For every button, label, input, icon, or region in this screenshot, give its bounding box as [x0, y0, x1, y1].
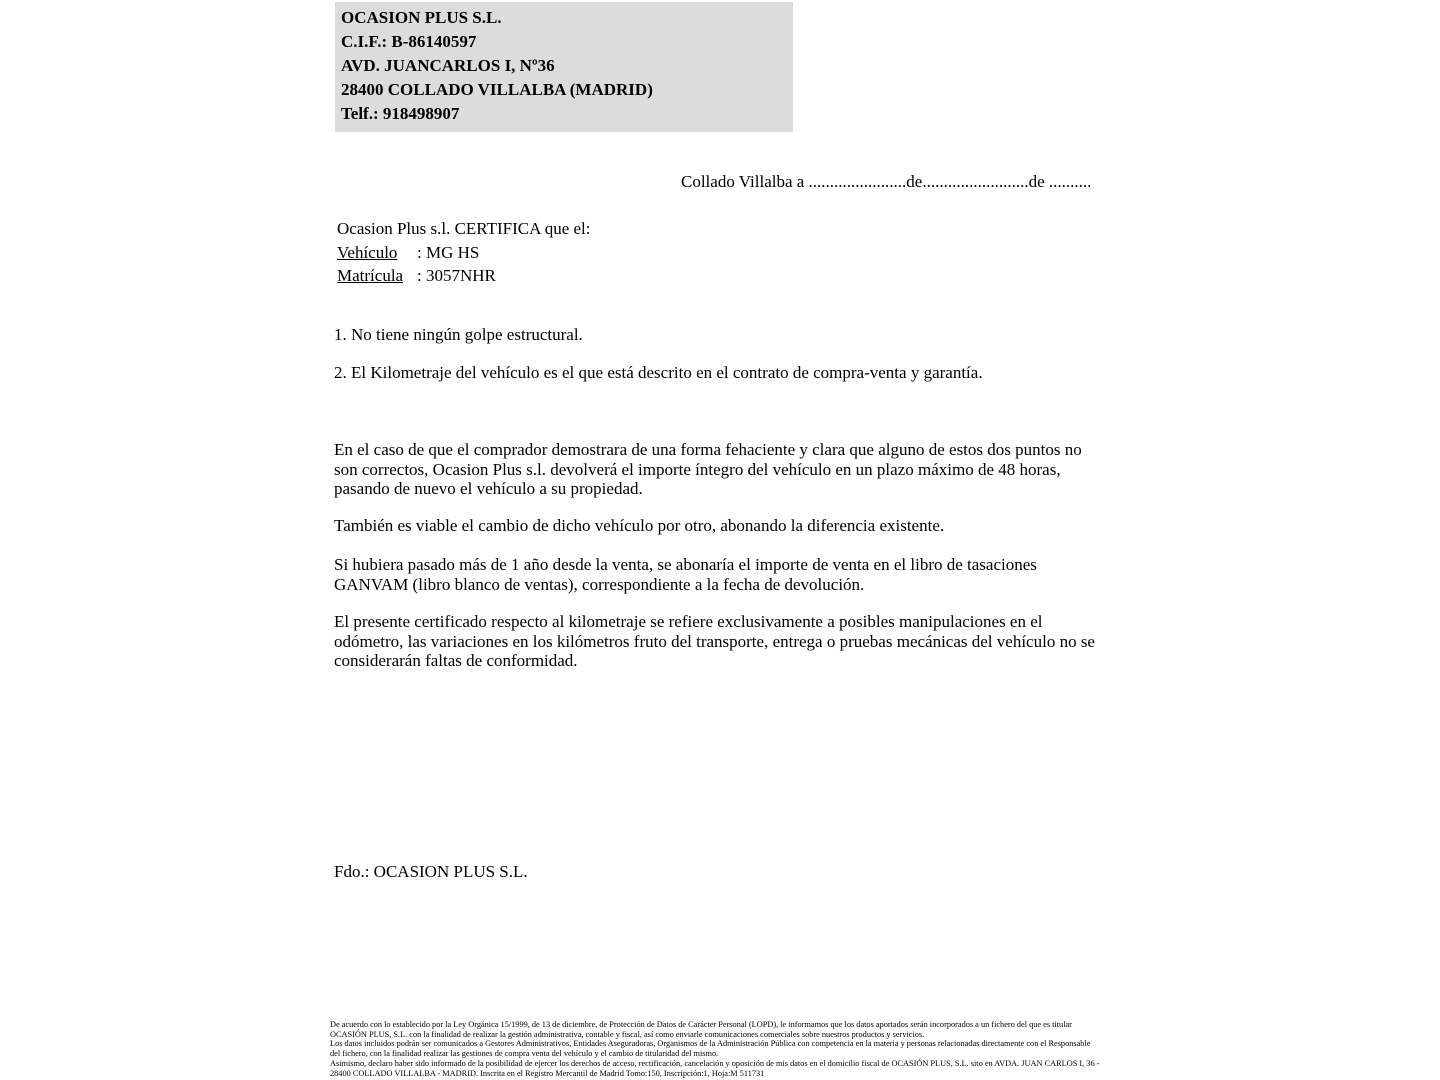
point-1: 1. No tiene ningún golpe estructural. — [334, 325, 583, 344]
certifies-intro: Ocasion Plus s.l. CERTIFICA que el: — [337, 219, 591, 238]
point-2: 2. El Kilometraje del vehículo es el que está descrito en el contrato de compra-venta y garantía. — [334, 363, 983, 382]
company-name: OCASION PLUS S.L. — [341, 8, 502, 27]
vehicle-label-cell — [337, 241, 417, 265]
legal-fine-print — [330, 1020, 1102, 1078]
paragraph-ganvam-valuation: Si hubiera pasado más de 1 año desde la venta, se abonaría el importe de venta en el libro de tasaciones GANVAM (libro blanco de ventas), correspondiente a la fecha de devolución. — [334, 555, 1037, 594]
signature-line: Fdo.: OCASION PLUS S.L. — [334, 862, 528, 881]
paragraph-exchange-option: También es viable el cambio de dicho vehículo por otro, abonando la diferencia existente. — [334, 516, 945, 535]
legal-paragraph-lopd: De acuerdo con lo establecido por la Ley Orgánica 15/1999, de 13 de diciembre, de Protección de Datos de Carácter Personal (LOPD), le informamos que los datos aportados serán incorporados a un fichero del que es titular OCASIÓN PLUS, S.L. con la finalidad de realizar la gestión administrativa, contable y fiscal, así como enviarle comunicaciones comerciales sobre nuestros productos y servicios. — [330, 1020, 1072, 1039]
plate-value: : 3057NHR — [417, 266, 496, 285]
certification-block — [337, 217, 591, 288]
paragraph-odometer-disclaimer: El presente certificado respecto al kilometraje se refiere exclusivamente a posibles manipulaciones en el odómetro, las variaciones en los kilómetros fruto del transporte, entrega o pruebas mecánicas del vehículo no se considerarán faltas de conformidad. — [334, 612, 1095, 671]
vehicle-row — [337, 241, 591, 265]
plate-label: Matrícula — [337, 266, 404, 285]
company-address: AVD. JUANCARLOS I, Nº36 — [341, 56, 555, 75]
plate-row — [337, 264, 591, 288]
paragraph-refund-terms: En el caso de que el comprador demostrara de una forma fehaciente y clara que alguno de estos dos puntos no son correctos, Ocasion Plus s.l. devolverá el importe íntegro del vehículo en un plazo máximo de 48 horas, pasando de nuevo el vehículo a su propiedad. — [334, 440, 1082, 499]
company-cif: C.I.F.: B-86140597 — [341, 32, 477, 51]
company-city: 28400 COLLADO VILLALBA (MADRID) — [341, 80, 653, 99]
plate-label-cell — [337, 264, 417, 288]
legal-paragraph-data-sharing: Los datos incluidos podrán ser comunicados a Gestores Administrativos, Entidades Aseguradoras, Organismos de la Administración Pública con competencia en la materia y personas relacionadas directamente con el Responsable del fichero, con la finalidad realizar las gestiones de compra venta del vehículo y el cambio de titularidad del mismo. — [330, 1039, 1091, 1059]
vehicle-value: : MG HS — [417, 242, 480, 262]
vehicle-label: Vehículo — [337, 242, 398, 262]
company-phone: Telf.: 918498907 — [341, 104, 460, 123]
date-fill-in-line: Collado Villalba a .......................de.........................de .......... — [681, 172, 1092, 191]
company-header-block — [335, 2, 793, 132]
legal-paragraph-rights-registry: Asimismo, declaro haber sido informado de la posibilidad de ejercer los derechos de acceso, rectificación, cancelación y oposición de mis datos en el domicilio fiscal de OCASIÓN PLUS, S.L. sito en AVDA. JUAN CARLOS I, 36 - 28400 COLLADO VILLALBA - MADRID. Inscrita en el Registro Mercantil de Madrid Tomo:150, Inscripción:1, Hoja:M 511731 — [330, 1058, 1100, 1078]
